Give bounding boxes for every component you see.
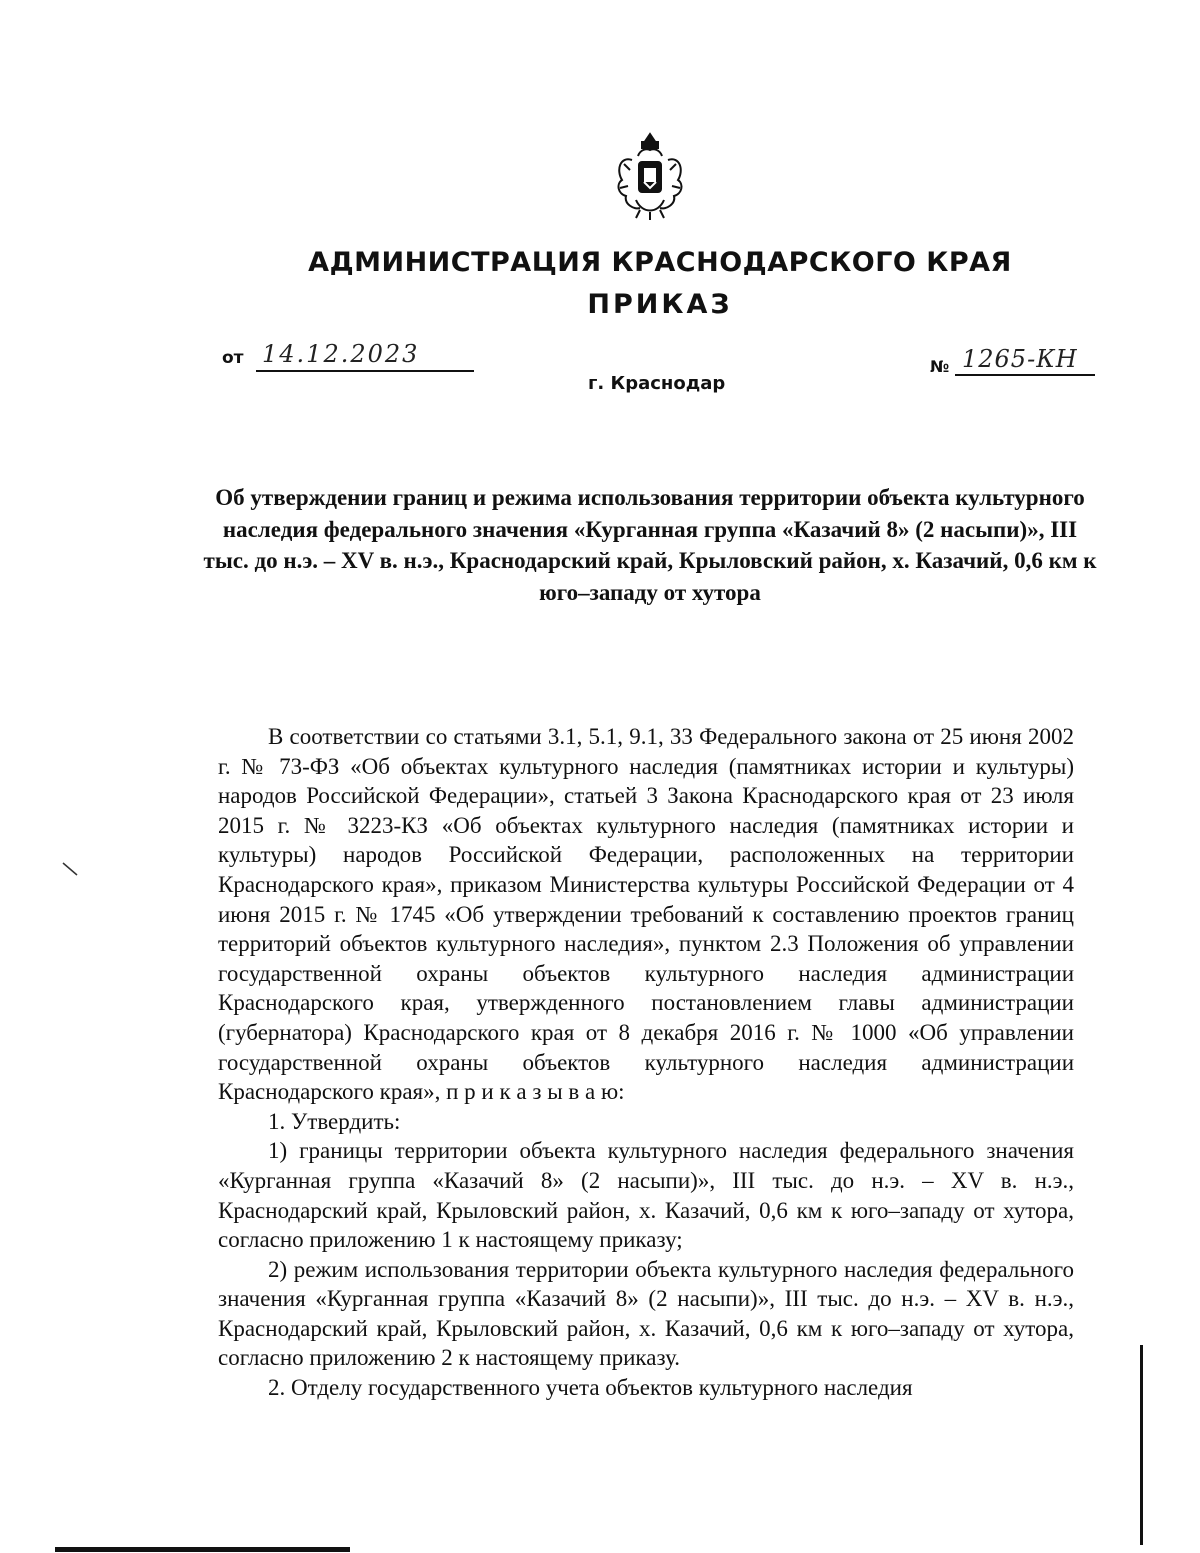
document-body bbox=[218, 722, 1074, 1403]
document-title: Об утверждении границ и режима использования территории объекта культурного наследия федерального значения «Курганная группа «Казачий 8» (2 насыпи)», III тыс. до н.э. – XV в. н.э., Краснодарский край, Крыловский район, х. Казачий, 0,6 км к юго–западу от хутора bbox=[203, 485, 1097, 605]
scan-bottom-line bbox=[55, 1547, 350, 1552]
scan-edge-line bbox=[1140, 1345, 1143, 1545]
coat-of-arms-icon bbox=[610, 130, 690, 222]
organization-title: АДМИНИСТРАЦИЯ КРАСНОДАРСКОГО КРАЯ bbox=[308, 247, 1012, 278]
number-handwritten: 1265-КН bbox=[962, 345, 1078, 373]
date-underline bbox=[256, 370, 474, 372]
item-1-2: 2) режим использования территории объекта культурного наследия федерального значения «Курганная группа «Казачий 8» (2 насыпи)», III тыс. до н.э. – XV в. н.э., Краснодарский край, Крыловский район, х. Казачий, 0,6 км к юго–западу от хутора, согласно приложению 2 к настоящему приказу. bbox=[218, 1256, 1074, 1371]
preamble-text: В соответствии со статьями 3.1, 5.1, 9.1, 33 Федерального закона от 25 июня 2002 г. № 73-ФЗ «Об объектах культурного наследия (памятниках истории и культуры) народов Российской Федерации», статьей 3 Закона Краснодарского края от 23 июля 2015 г. № 3223-КЗ «Об объектах культурного наследия (памятниках истории и культуры) народов Российской Федерации, расположенных на территории Краснодарского края», приказом Министерства культуры Российской Федерации от 4 июня 2015 г. № 1745 «Об утверждении требований к составлению проектов границ территорий объектов культурного наследия», пунктом 2.3 Положения об управлении государственной охраны объектов культурного наследия администрации Краснодарского края, утвержденного постановлением главы администрации (губернатора) Краснодарского края от 8 декабря 2016 г. № 1000 «Об управлении государственной охраны объектов культурного наследия администрации Краснодарского края», bbox=[218, 724, 1074, 1105]
number-underline bbox=[955, 374, 1095, 376]
city: г. Краснодар bbox=[588, 373, 726, 394]
item-1: 1. Утвердить: bbox=[268, 1108, 401, 1134]
order-word: п р и к а з ы в а ю: bbox=[446, 1079, 625, 1105]
item-2: 2. Отделу государственного учета объектов культурного наследия bbox=[268, 1375, 913, 1401]
date-prefix: от bbox=[222, 348, 244, 368]
preamble-paragraph bbox=[218, 722, 1074, 1107]
item-1-1: 1) границы территории объекта культурного наследия федерального значения «Курганная группа «Казачий 8» (2 насыпи)», III тыс. до н.э. – XV в. н.э., Краснодарский край, Крыловский район, х. Казачий, 0,6 км к юго–западу от хутора, согласно приложению 1 к настоящему приказу; bbox=[218, 1138, 1074, 1253]
date-handwritten: 14.12.2023 bbox=[262, 340, 420, 368]
scan-mark bbox=[62, 862, 78, 876]
number-prefix: № bbox=[930, 357, 950, 376]
document-type: ПРИКАЗ bbox=[587, 289, 733, 320]
